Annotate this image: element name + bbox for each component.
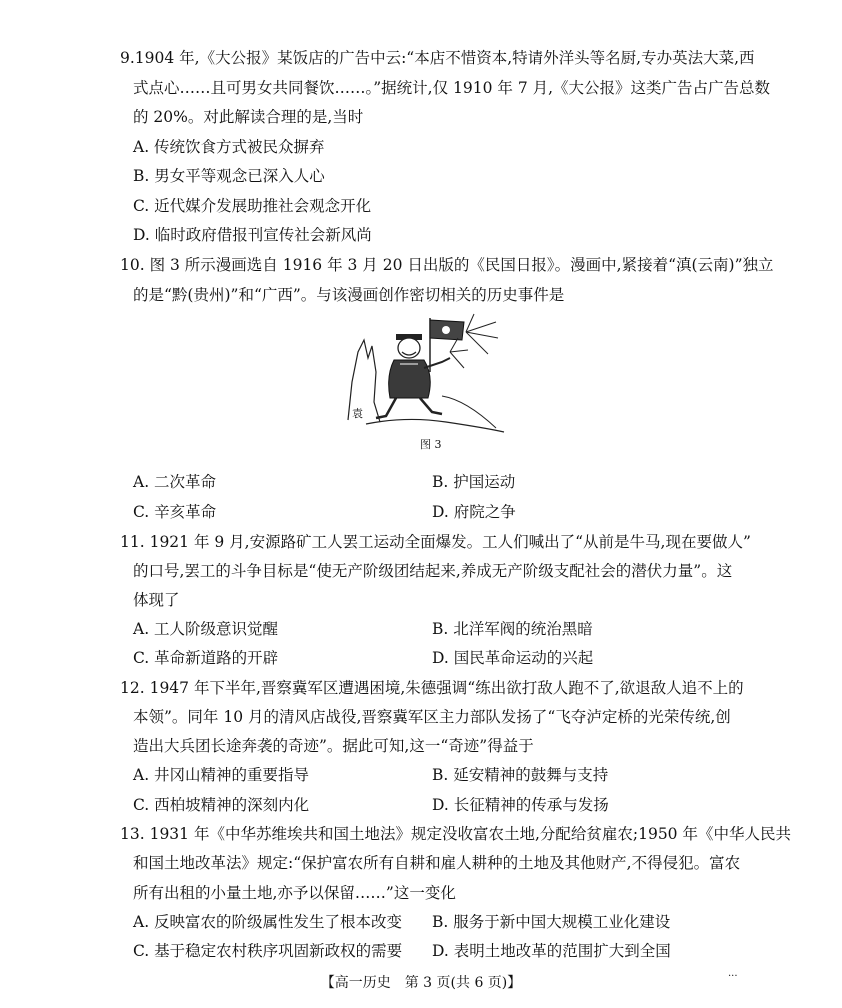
question-13-stem-line-3: 所有出租的小量土地,亦予以保留……”这一变化 bbox=[133, 884, 456, 902]
question-13-option-c: C. 基于稳定农村秩序巩固新政权的需要 bbox=[133, 942, 403, 960]
corner-mark: ... bbox=[728, 968, 738, 979]
question-9-option-d: D. 临时政府借报刊宣传社会新风尚 bbox=[133, 226, 372, 244]
question-10-option-c: C. 辛亥革命 bbox=[133, 503, 217, 521]
question-10-option-b: B. 护国运动 bbox=[432, 473, 516, 491]
question-11-stem-line-3: 体现了 bbox=[133, 591, 180, 609]
question-9-option-c: C. 近代媒介发展助推社会观念开化 bbox=[133, 197, 372, 215]
question-13-stem-line-2: 和国土地改革法》规定:“保护富农所有自耕和雇人耕种的土地及其他财产,不得侵犯。富农 bbox=[133, 854, 741, 872]
question-11-option-a: A. 工人阶级意识觉醒 bbox=[133, 620, 279, 638]
question-9-stem-line-1: 9.1904 年,《大公报》某饭店的广告中云:“本店不惜资本,特请外洋头等名厨,专办英法大菜,西 bbox=[120, 49, 755, 67]
question-12-stem-line-1: 12. 1947 年下半年,晋察冀军区遭遇困境,朱德强调“练出欲打敌人跑不了,欲退敌人追不上的 bbox=[120, 679, 744, 697]
question-13-option-a: A. 反映富农的阶级属性发生了根本改变 bbox=[133, 913, 403, 931]
question-10-stem-line-1: 10. 图 3 所示漫画选自 1916 年 3 月 20 日出版的《民国日报》。漫画中,紧接着“滇(云南)”独立 bbox=[120, 256, 774, 274]
question-12-stem-line-2: 本领”。同年 10 月的清风店战役,晋察冀军区主力部队发扬了“飞夺泸定桥的光荣传统,创 bbox=[133, 708, 731, 726]
question-10-option-a: A. 二次革命 bbox=[133, 473, 217, 491]
cartoon-mark: 袁 bbox=[352, 407, 363, 420]
question-11-stem-line-1: 11. 1921 年 9 月,安源路矿工人罢工运动全面爆发。工人们喊出了“从前是牛马,现在要做人” bbox=[120, 533, 751, 551]
question-13-stem-line-1: 13. 1931 年《中华苏维埃共和国土地法》规定没收富农土地,分配给贫雇农;1950 年《中华人民共 bbox=[120, 825, 791, 843]
question-12-option-a: A. 井冈山精神的重要指导 bbox=[133, 766, 310, 784]
question-11-stem-line-2: 的口号,罢工的斗争目标是“使无产阶级团结起来,养成无产阶级支配社会的潜伏力量”。这 bbox=[133, 562, 733, 580]
question-9-option-b: B. 男女平等观念已深入人心 bbox=[133, 167, 325, 185]
question-10-option-d: D. 府院之争 bbox=[432, 503, 516, 521]
cartoon-figure bbox=[346, 312, 506, 434]
figure-caption: 图 3 bbox=[420, 438, 442, 451]
question-11-option-b: B. 北洋军阀的统治黑暗 bbox=[432, 620, 593, 638]
question-13-option-b: B. 服务于新中国大规模工业化建设 bbox=[432, 913, 671, 931]
question-9-stem-line-3: 的 20%。对此解读合理的是,当时 bbox=[133, 108, 364, 126]
question-13-option-d: D. 表明土地改革的范围扩大到全国 bbox=[432, 942, 671, 960]
question-11-option-d: D. 国民革命运动的兴起 bbox=[432, 649, 594, 667]
question-12-option-b: B. 延安精神的鼓舞与支持 bbox=[432, 766, 609, 784]
question-12-stem-line-3: 造出大兵团长途奔袭的奇迹”。据此可知,这一“奇迹”得益于 bbox=[133, 737, 534, 755]
page-footer: 【高一历史 第 3 页(共 6 页)】 bbox=[320, 975, 522, 991]
cartoon-drawing bbox=[346, 312, 506, 434]
question-9-option-a: A. 传统饮食方式被民众摒弃 bbox=[133, 138, 325, 156]
question-9-stem-line-2: 式点心……且可男女共同餐饮……。”据统计,仅 1910 年 7 月,《大公报》这类广告占广告总数 bbox=[133, 79, 771, 97]
question-12-option-d: D. 长征精神的传承与发扬 bbox=[432, 796, 609, 814]
question-12-option-c: C. 西柏坡精神的深刻内化 bbox=[133, 796, 310, 814]
question-10-stem-line-2: 的是“黔(贵州)”和“广西”。与该漫画创作密切相关的历史事件是 bbox=[133, 286, 565, 304]
question-11-option-c: C. 革命新道路的开辟 bbox=[133, 649, 279, 667]
